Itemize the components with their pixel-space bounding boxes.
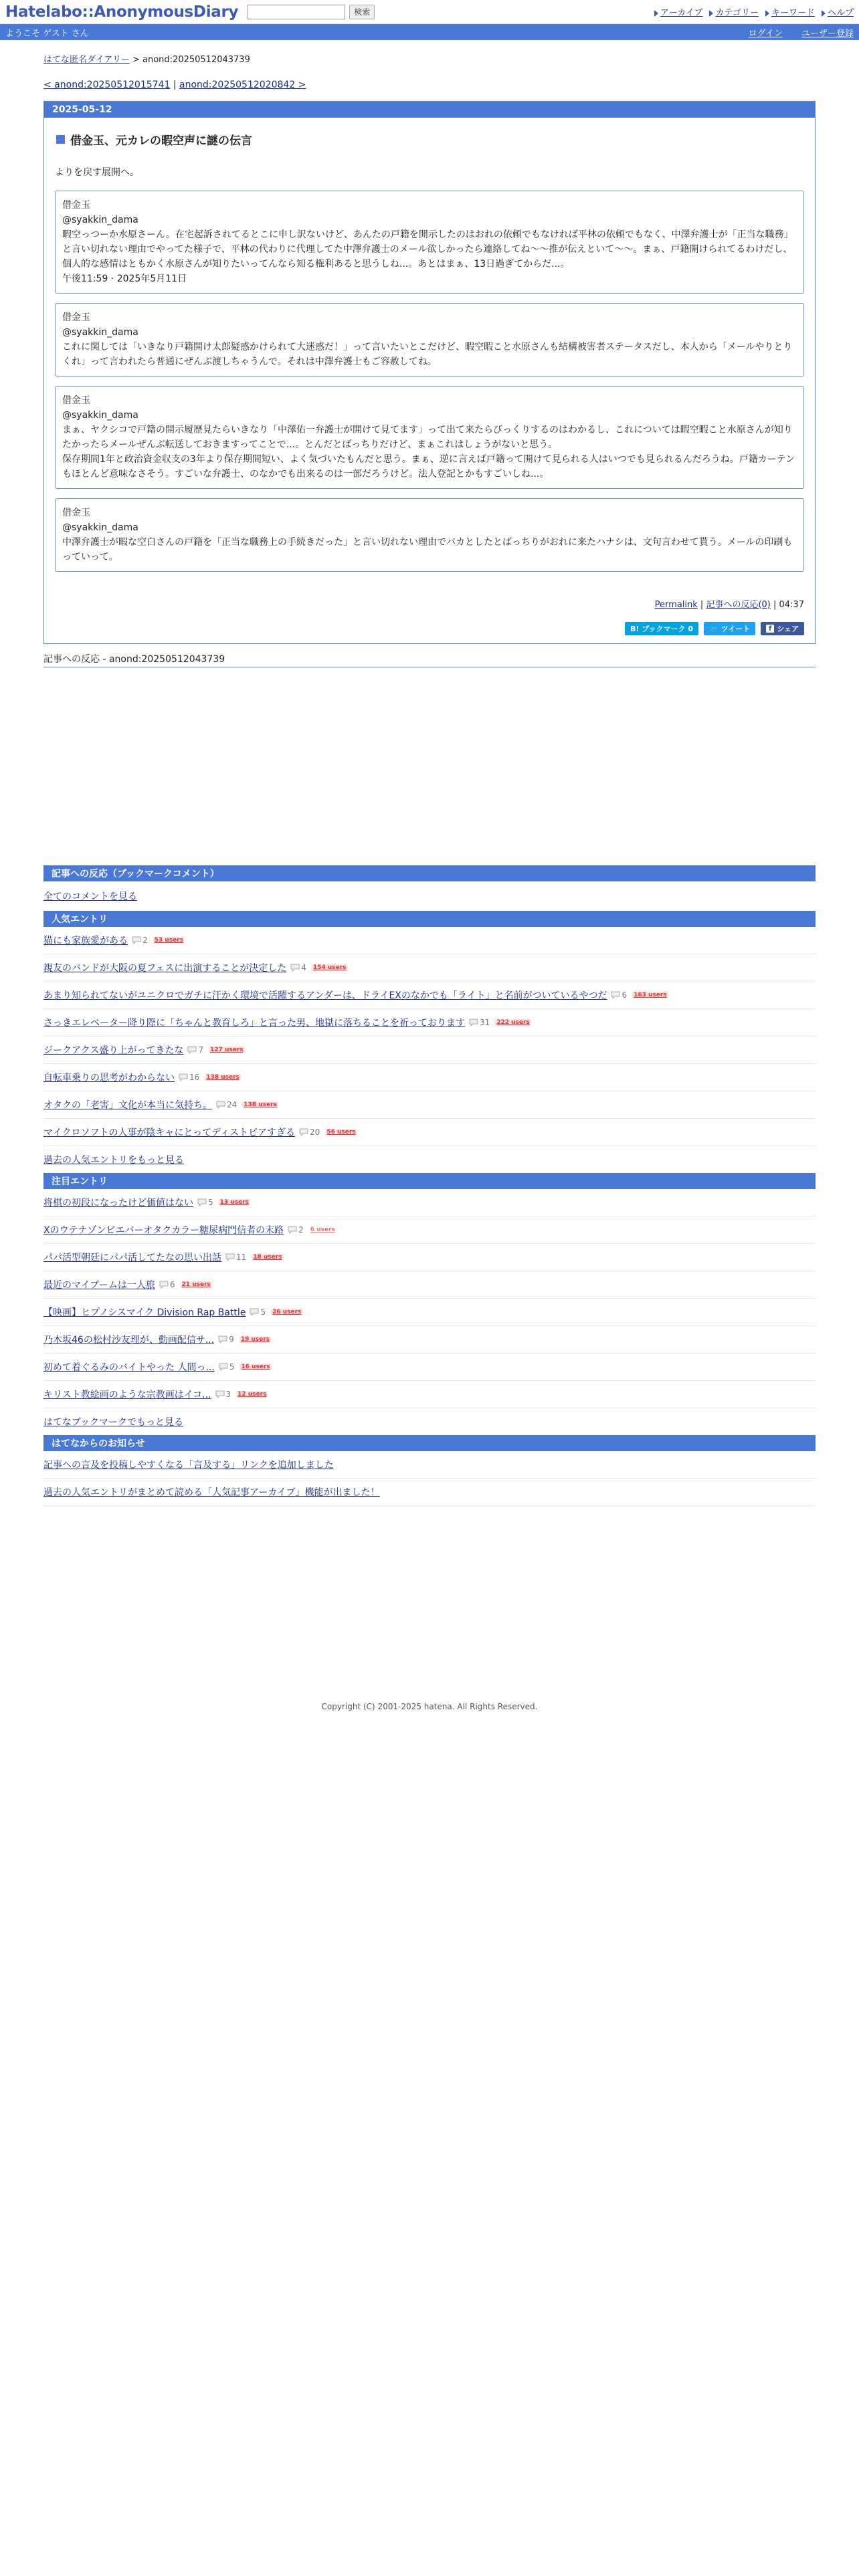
quote-block <box>55 498 804 572</box>
square-bullet-icon <box>56 135 65 144</box>
quote-author: 借金玉 <box>62 200 90 211</box>
bookmark-users-badge[interactable]: 154 users <box>312 964 347 971</box>
comment-count[interactable] <box>179 1073 199 1082</box>
share-buttons <box>55 622 804 635</box>
comment-count-value: 2 <box>298 1225 304 1235</box>
entry-link[interactable]: パパ活型朝廷にパパ活してたなの思い出話 <box>43 1253 221 1263</box>
all-comments <box>43 881 816 911</box>
bookmark-users-badge[interactable]: 127 users <box>210 1047 244 1053</box>
comment-count[interactable] <box>299 1128 320 1137</box>
bookmark-users-badge[interactable]: 21 users <box>181 1281 211 1288</box>
comment-count-value: 5 <box>260 1307 266 1317</box>
speech-bubble-icon <box>299 1128 308 1136</box>
news-item <box>43 1479 816 1506</box>
top-header <box>0 0 859 24</box>
breadcrumb-sep: > <box>129 55 143 65</box>
speech-bubble-icon <box>250 1308 259 1316</box>
entry-title-text: 借金玉、元カレの暇空声に謎の伝言 <box>70 134 252 148</box>
news-header: はてなからのお知らせ <box>43 1435 816 1451</box>
entry-footer: Permalink | 記事への反応(0) | 04:37 <box>654 600 804 610</box>
top-nav <box>654 5 854 18</box>
speech-bubble-icon <box>469 1018 478 1027</box>
day-date: 2025-05-12 <box>44 102 815 118</box>
quote-body: 暇空っつーか水原さーん。在宅起訴されてるとこに申し訳ないけど、あんたの戸籍を開示したのはおれの依頼でもなければ平林の依頼でもなく、中澤弁護士が「正当な職務」と言い切れない理由でやってた様子で、平林の代わりに代理してた中澤弁護士のメール欲しかったら連絡してね〜〜推が伝えといて〜〜。まぁ、戸籍開けられてるわけだし、個人的な感情はともかく水原さんが知りたいってんなら知る権利あると思うしね...。あとはまぁ、13日過ぎてからだ...。 <box>62 229 793 270</box>
notable-more-link[interactable]: はてなブックマークでもっと見る <box>43 1417 184 1428</box>
login-link[interactable]: ログイン <box>748 28 783 39</box>
speech-bubble-icon <box>187 1046 197 1054</box>
triangle-right-icon <box>654 10 658 17</box>
speech-bubble-icon <box>159 1281 169 1289</box>
list-item <box>43 1381 816 1408</box>
register-link[interactable]: ユーザー登録 <box>801 28 854 39</box>
entry-link[interactable]: 猫にも家族愛がある <box>43 936 128 946</box>
list-item <box>43 1037 816 1064</box>
speech-bubble-icon <box>290 964 300 972</box>
site-logo[interactable]: Hatelabo::AnonymousDiary <box>5 3 239 21</box>
search-button[interactable]: 検索 <box>349 5 375 19</box>
triangle-right-icon <box>709 10 713 17</box>
bookmark-users-badge[interactable]: 138 users <box>206 1074 240 1081</box>
reactions-link[interactable]: 記事への反応(0) <box>706 600 771 610</box>
entry-link[interactable]: 自転車乗りの思考がわからない <box>43 1073 175 1083</box>
list-item <box>43 1271 816 1299</box>
comment-count[interactable] <box>225 1253 246 1262</box>
bookmark-users-badge[interactable]: 19 users <box>240 1336 270 1343</box>
popular-more-link[interactable]: 過去の人気エントリをもっと見る <box>43 1155 184 1166</box>
quote-handle: @syakkin_dama <box>62 522 138 533</box>
welcome-text: ようこそ ゲスト さん <box>5 28 89 39</box>
bookmark-users-badge[interactable]: 26 users <box>272 1309 302 1315</box>
notable-list <box>43 1189 816 1408</box>
bookmark-users-badge[interactable]: 53 users <box>154 937 183 944</box>
comment-count-value: 2 <box>142 936 148 945</box>
quote-author: 借金玉 <box>62 508 90 518</box>
comment-count[interactable] <box>469 1018 490 1027</box>
comment-count[interactable] <box>250 1307 266 1317</box>
comment-count-value: 5 <box>229 1362 235 1372</box>
speech-bubble-icon <box>179 1073 188 1081</box>
day-section <box>43 101 816 644</box>
popular-header: 人気エントリ <box>43 911 816 927</box>
comment-count-value: 6 <box>169 1280 175 1289</box>
entry-link[interactable]: 乃木坂46の松村沙友理が、動画配信サ... <box>43 1335 215 1346</box>
nav-help-link[interactable]: ヘルプ <box>827 8 854 18</box>
triangle-right-icon <box>822 10 826 17</box>
entry-link[interactable]: さっきエレベーター降り際に「ちゃんと教育しろ」と言った男、地獄に落ちることを祈っております <box>43 1018 465 1029</box>
quote-handle: @syakkin_dama <box>62 410 138 421</box>
nav-keyword[interactable] <box>765 5 815 18</box>
copyright: Copyright (C) 2001-2025 hatena. All Rights Reserved. <box>321 1702 538 1711</box>
quote-block <box>55 386 804 489</box>
permalink[interactable]: Permalink <box>654 600 698 610</box>
comment-count-value: 11 <box>236 1253 247 1262</box>
bookmark-users-badge[interactable]: 163 users <box>634 992 667 998</box>
comment-count-value: 5 <box>208 1198 213 1207</box>
quote-author: 借金玉 <box>62 395 90 406</box>
search-form <box>248 5 375 19</box>
quote-body: これに関しては「いきなり戸籍開け太郎疑惑かけられて大迷惑だ！」って言いたいとこだけど、暇空暇こと水原さんも結構被害者ステータスだし、本人から「メールやりとりくれ」って言われたら普通にぜんぶ渡しちゃうんで。それは中澤弁護士もご容赦してね。 <box>62 342 793 367</box>
list-item <box>43 1119 816 1146</box>
entry-link[interactable]: 親友のバンドが大阪の夏フェスに出演することが決定した <box>43 963 287 974</box>
comment-count[interactable] <box>611 990 627 1000</box>
comment-count[interactable] <box>290 963 306 972</box>
bookmark-users-badge[interactable]: 222 users <box>496 1019 530 1026</box>
list-item <box>43 1244 816 1271</box>
quote-body: 中澤弁護士が暇な空白さんの戸籍を「正当な職務上の手続きだった」と言い切れない理由でバカとしたとばっちりがおれに来たハナシは、文句言わせて貰う。メールの印刷もっていって。 <box>62 537 793 562</box>
search-input[interactable] <box>248 5 345 19</box>
entry-link[interactable]: 初めて着ぐるみのバイトやった 人間っ... <box>43 1362 215 1373</box>
nav-keyword-link[interactable]: キーワード <box>771 8 815 18</box>
bookmark-users-badge[interactable]: 12 users <box>237 1391 267 1398</box>
list-item <box>43 1216 816 1244</box>
nav-category[interactable] <box>709 5 758 18</box>
entry-title <box>56 131 804 148</box>
comment-count[interactable] <box>215 1390 231 1399</box>
speech-bubble-icon <box>197 1198 207 1206</box>
bookmark-users-badge[interactable]: 138 users <box>244 1101 277 1108</box>
news-link[interactable]: 記事への言及を投稿しやすくなる「言及する」リンクを追加しました <box>43 1460 334 1471</box>
comment-count-value: 4 <box>301 963 306 972</box>
entry-link[interactable]: 最近のマイブームは一人旅 <box>43 1280 155 1291</box>
comment-count-value: 16 <box>189 1073 200 1082</box>
entry-link[interactable]: マイクロソフトの人事が陰キャにとってディストピアすぎる <box>43 1128 296 1138</box>
quote-block <box>55 191 804 294</box>
facebook-icon: f <box>766 625 774 633</box>
entry-link[interactable]: Xのウテナゾンビエバーオタクカラー糖尿病門信者の末路 <box>43 1225 284 1236</box>
entry-link[interactable]: オタクの「老害」文化が本当に気持ち。 <box>43 1100 212 1111</box>
quote-handle: @syakkin_dama <box>62 215 138 225</box>
speech-bubble-icon <box>218 1335 227 1344</box>
popular-list <box>43 927 816 1146</box>
news-link[interactable]: 過去の人気エントリがまとめて読める「人気記事アーカイブ」機能が出ました！ <box>43 1487 380 1498</box>
speech-bubble-icon <box>219 1363 228 1371</box>
quote-handle: @syakkin_dama <box>62 327 138 338</box>
entry-link[interactable]: キリスト教絵画のような宗教画はイコ... <box>43 1390 211 1400</box>
comment-count-value: 31 <box>480 1018 490 1027</box>
triangle-right-icon <box>765 10 769 17</box>
bookmark-users-badge[interactable]: 56 users <box>326 1129 356 1136</box>
all-comments-link[interactable]: 全てのコメントを見る <box>43 891 137 902</box>
day-body <box>44 118 815 643</box>
list-item <box>43 1091 816 1119</box>
tweet-label: ツイート <box>721 625 751 633</box>
speech-bubble-icon <box>215 1390 225 1398</box>
nav-category-link[interactable]: カテゴリー <box>715 8 759 18</box>
account-links <box>749 26 854 39</box>
comment-count-value: 7 <box>198 1045 204 1055</box>
comment-count-value: 3 <box>225 1390 231 1399</box>
list-item <box>43 1009 816 1037</box>
entry-time: 04:37 <box>779 600 804 610</box>
entry-link[interactable]: ジークアクス盛り上がってきたな <box>43 1045 184 1056</box>
twitter-bird-icon: 🐦 <box>709 624 719 633</box>
welcome-bar <box>0 24 859 40</box>
reaction-heading: 記事への反応 - anond:20250512043739 <box>43 652 816 667</box>
notable-header: 注目エントリ <box>43 1173 816 1189</box>
quote-block <box>55 303 804 377</box>
prev-entry-link[interactable]: < anond:20250512015741 <box>43 80 171 90</box>
breadcrumb-current: anond:20250512043739 <box>142 55 250 65</box>
list-item <box>43 1354 816 1381</box>
entry-link[interactable]: 将棋の初段になったけど価値はない <box>43 1198 193 1208</box>
quote-author: 借金玉 <box>62 312 90 323</box>
list-item <box>43 1299 816 1326</box>
quote-body: まぁ、ヤクシコで戸籍の開示履歴見たらいきなり「中澤佑一弁護士が開けて見てます」って出て来たらびっくりするのはわかるし、これについては暇空暇こと水原さんが知りたかったらメールぜんぶ転送しておきますってことで...。とんだとばっちりだけど、まぁこれはしょうがないと思う。 保存期間1年と政治資金収支の3年より保存期間短い、よく気づいたもんだと思う。まぁ、逆に言えば戸籍って開けて見られる人はいつでも見られるんだろうね。戸籍カーテンもほとんど意味なさそう。すごいな弁護士、のなかでも出来るのは一部だろうけど。法人登記とかもすごいしね...。 <box>62 425 795 479</box>
comment-count[interactable] <box>216 1100 237 1109</box>
tweet-button[interactable] <box>704 622 755 635</box>
page-nav-sep: | <box>170 80 180 90</box>
bookmark-users-badge[interactable]: 18 users <box>253 1254 282 1261</box>
quote-meta: 午後11:59 · 2025年5月11日 <box>62 274 187 284</box>
comment-count[interactable] <box>132 936 148 945</box>
comment-count[interactable] <box>219 1362 235 1372</box>
news-item <box>43 1451 816 1479</box>
comment-count-value: 24 <box>227 1100 237 1109</box>
comment-count[interactable] <box>218 1335 234 1344</box>
list-item <box>43 1326 816 1354</box>
bookmark-users-badge[interactable]: 6 users <box>310 1226 335 1233</box>
nav-archive-link[interactable]: アーカイブ <box>660 8 703 18</box>
share-label: シェア <box>777 625 799 633</box>
ad-space <box>43 667 816 865</box>
breadcrumb <box>43 52 816 65</box>
page-nav <box>43 80 816 90</box>
comment-count[interactable] <box>159 1280 175 1289</box>
entry-lead: よりを戻す展開へ。 <box>55 167 139 178</box>
list-item <box>43 982 816 1009</box>
entry-link[interactable]: あまり知られてないがユニクロでガチに汗かく環境で活躍するアンダーは、ドライEXのなかでも「ライト」と名前がついているやつだ <box>43 990 607 1001</box>
main-content <box>43 52 816 1506</box>
list-item <box>43 927 816 954</box>
nav-archive[interactable] <box>654 5 703 18</box>
entry-link[interactable]: 【映画】ヒプノシスマイク Division Rap Battle <box>43 1307 246 1318</box>
list-item <box>43 954 816 982</box>
next-entry-link[interactable]: anond:20250512020842 > <box>179 80 306 90</box>
hatena-bookmark-button[interactable]: B! ブックマーク 0 <box>625 622 698 635</box>
popular-more <box>43 1146 816 1173</box>
list-item <box>43 1064 816 1091</box>
bookmark-users-badge[interactable]: 16 users <box>241 1364 270 1370</box>
bookmark-users-badge[interactable]: 13 users <box>219 1199 249 1206</box>
speech-bubble-icon <box>225 1253 235 1261</box>
list-item <box>43 1189 816 1216</box>
comment-count-value: 20 <box>310 1128 320 1137</box>
breadcrumb-home[interactable]: はてな匿名ダイアリー <box>43 55 130 65</box>
comment-count[interactable] <box>288 1225 304 1235</box>
speech-bubble-icon <box>132 936 141 944</box>
facebook-share-button[interactable] <box>761 622 804 635</box>
bookmark-comments-header: 記事への反応（ブックマークコメント） <box>43 865 816 881</box>
speech-bubble-icon <box>611 991 620 999</box>
speech-bubble-icon <box>288 1226 297 1234</box>
speech-bubble-icon <box>216 1101 225 1109</box>
comment-count-value: 9 <box>229 1335 234 1344</box>
comment-count[interactable] <box>197 1198 213 1207</box>
notable-more <box>43 1408 816 1435</box>
comment-count-value: 6 <box>622 990 628 1000</box>
comment-count[interactable] <box>187 1045 203 1055</box>
nav-help[interactable] <box>822 5 854 18</box>
